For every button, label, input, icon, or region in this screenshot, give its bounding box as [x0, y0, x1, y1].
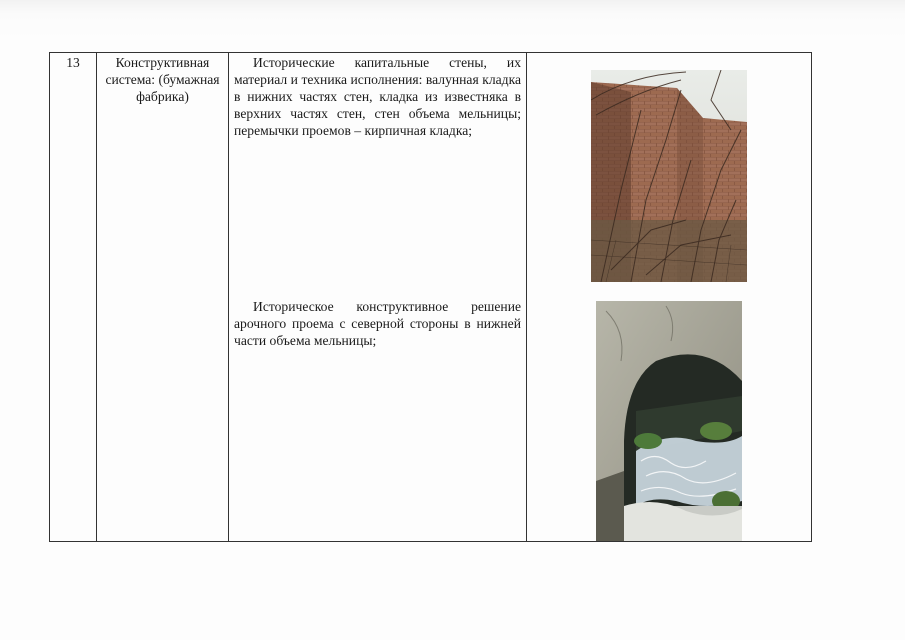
- category-cell: [97, 53, 229, 542]
- brick-wall-image: [591, 70, 747, 282]
- photo-stone-arch: [596, 301, 742, 541]
- document-table: [49, 52, 812, 542]
- stone-arch-image: [596, 301, 742, 541]
- description-wrap: [229, 53, 526, 541]
- description-walls: Исторические капитальные стены, их материал и техника исполнения: валунная кладка в нижних частях стен, кладка из известняка в верхних частях стен, стен объема мельницы; перемычки проемов – кирпичная кладка;: [234, 55, 521, 138]
- table-row: [50, 53, 812, 542]
- description-arch: Историческое конструктивное решение арочного проема с северной стороны в нижней части объема мельницы;: [234, 299, 521, 348]
- photo-cell: [527, 53, 812, 542]
- row-number: 13: [66, 55, 80, 70]
- category-label: Конструктивная система: (бумажная фабрика): [105, 55, 220, 104]
- description-cell: [229, 53, 527, 542]
- row-number-cell: [50, 53, 97, 542]
- photo-brick-wall: [591, 70, 747, 282]
